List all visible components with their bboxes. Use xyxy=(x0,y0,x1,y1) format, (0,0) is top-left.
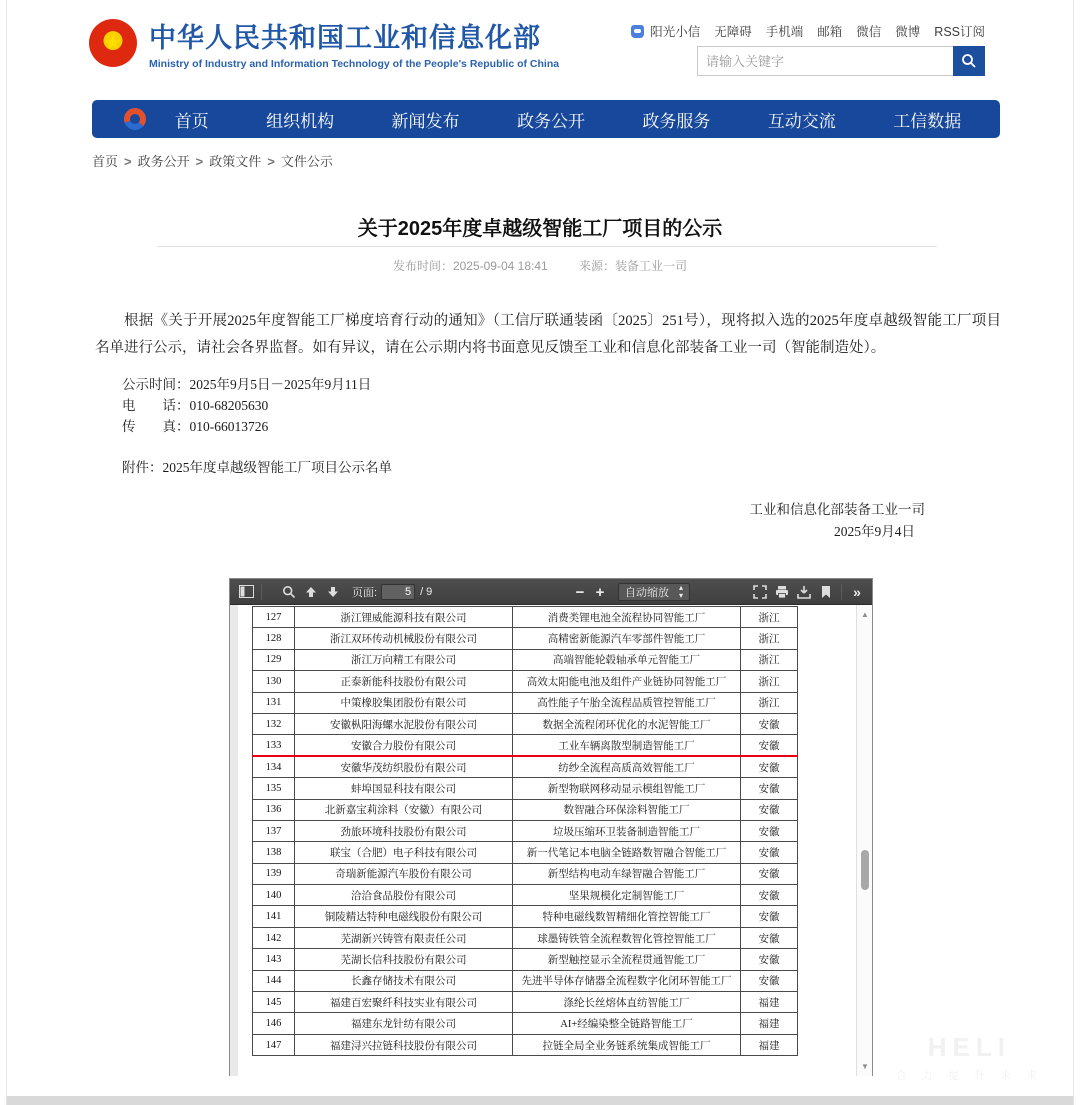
cell-company: 北新嘉宝莉涂料（安徽）有限公司 xyxy=(295,799,513,820)
page-title: 关于2025年度卓越级智能工厂项目的公示 xyxy=(357,218,723,240)
breadcrumb-item-4[interactable]: 文件公示 xyxy=(280,154,333,169)
cell-project: 垃圾压缩环卫装备制造智能工厂 xyxy=(513,820,741,841)
miit-logo-icon xyxy=(124,108,146,130)
cell-project: 新型结构电动车绿智融合智能工厂 xyxy=(513,863,741,884)
cell-project: 高效太阳能电池及组件产业链协同智能工厂 xyxy=(513,671,741,692)
site-footer-band xyxy=(7,1096,1073,1105)
top-link-6[interactable]: 微博 xyxy=(895,25,921,39)
table-row xyxy=(253,735,798,756)
cell-index: 142 xyxy=(253,927,295,948)
table-row xyxy=(253,842,798,863)
cell-province: 浙江 xyxy=(741,649,798,670)
sidebar-toggle-button[interactable] xyxy=(235,582,257,602)
cell-company: 安徽枞阳海螺水泥股份有限公司 xyxy=(295,713,513,734)
cell-province: 福建 xyxy=(741,1034,798,1055)
find-button[interactable] xyxy=(278,582,300,602)
presentation-mode-button[interactable] xyxy=(749,582,771,602)
cell-project: 拉链全局全业务链系统集成智能工厂 xyxy=(513,1034,741,1055)
top-link-4[interactable]: 邮箱 xyxy=(817,25,843,39)
cell-province: 浙江 xyxy=(741,671,798,692)
cell-province: 安徽 xyxy=(741,906,798,927)
cell-project: 新型触控显示全流程贯通智能工厂 xyxy=(513,949,741,970)
cell-company: 洽洽食品股份有限公司 xyxy=(295,885,513,906)
breadcrumb-item-1[interactable]: 首页 xyxy=(92,154,119,169)
nav-item-7[interactable]: 工信数据 xyxy=(893,111,962,131)
publish-time: 发布时间：2025-09-04 18:41 xyxy=(392,259,548,273)
zoom-out-button[interactable]: − xyxy=(575,583,585,601)
print-icon xyxy=(775,585,789,599)
breadcrumb-separator: > xyxy=(195,154,204,169)
header-top-links xyxy=(631,22,985,40)
cell-company: 浙江双环传动机械股份有限公司 xyxy=(295,628,513,649)
cell-index: 127 xyxy=(253,607,295,628)
watermark-slogan: 合 力 提 升 未 来 xyxy=(895,1070,1043,1082)
nav-item-5[interactable]: 政务服务 xyxy=(642,111,711,131)
table-row xyxy=(253,713,798,734)
cell-index: 141 xyxy=(253,906,295,927)
cell-company: 奇瑞新能源汽车股份有限公司 xyxy=(295,863,513,884)
article-info-line-3: 传 真：010-66013726 xyxy=(122,419,269,434)
download-button[interactable] xyxy=(793,582,815,602)
cell-company: 福建浔兴拉链科技股份有限公司 xyxy=(295,1034,513,1055)
article-paragraph: 根据《关于开展2025年度智能工厂梯度培育行动的通知》（工信厅联通装函〔2025〕251号），现将拟入选的2025年度卓越级智能工厂项目名单进行公示，请社会各界监督。如有异议，请在公示期内将书面意见反馈至工业和信息化部装备工业一司（智能制造处）。 xyxy=(95,313,1001,356)
article-source: 来源：装备工业一司 xyxy=(579,259,688,273)
site-title: 中华人民共和国工业和信息化部 xyxy=(149,23,541,53)
cell-province: 福建 xyxy=(741,992,798,1013)
scrollbar-thumb[interactable] xyxy=(861,850,869,890)
table-row xyxy=(253,628,798,649)
table-row xyxy=(253,756,798,777)
table-row xyxy=(253,671,798,692)
top-link-7[interactable]: RSS订阅 xyxy=(934,25,985,39)
attachment-line: 附件：2025年度卓越级智能工厂项目公示名单 xyxy=(122,460,392,475)
cell-project: 球墨铸铁管全流程数智化管控智能工厂 xyxy=(513,927,741,948)
nav-item-4[interactable]: 政务公开 xyxy=(516,111,585,131)
cell-project: 工业车辆离散型制造智能工厂 xyxy=(513,735,741,756)
table-row xyxy=(253,799,798,820)
table-row xyxy=(253,1034,798,1055)
bookmark-icon xyxy=(820,585,832,599)
cell-index: 133 xyxy=(253,735,295,756)
table-row xyxy=(253,778,798,799)
cell-company: 福建东龙针纺有限公司 xyxy=(295,1013,513,1034)
cell-index: 136 xyxy=(253,799,295,820)
cell-company: 中策橡胶集团股份有限公司 xyxy=(295,692,513,713)
table-row xyxy=(253,906,798,927)
top-link-3[interactable]: 手机端 xyxy=(765,25,804,39)
cell-project: 数据全流程闭环优化的水泥智能工厂 xyxy=(513,713,741,734)
arrow-down-icon xyxy=(327,586,339,598)
top-link-5[interactable]: 微信 xyxy=(856,25,882,39)
cell-index: 132 xyxy=(253,713,295,734)
cell-company: 长鑫存储技术有限公司 xyxy=(295,970,513,991)
cell-province: 福建 xyxy=(741,1013,798,1034)
top-link-1[interactable]: 阳光小信 xyxy=(650,25,701,39)
page-number-input[interactable] xyxy=(381,584,415,600)
table-row xyxy=(253,970,798,991)
cell-province: 安徽 xyxy=(741,863,798,884)
cell-province: 安徽 xyxy=(741,799,798,820)
cell-project: 涤纶长丝熔体直纺智能工厂 xyxy=(513,992,741,1013)
download-icon xyxy=(797,585,811,599)
nav-item-6[interactable]: 互动交流 xyxy=(767,111,836,131)
cell-index: 145 xyxy=(253,992,295,1013)
cell-project: 高端智能轮毂轴承单元智能工厂 xyxy=(513,649,741,670)
cell-company: 安徽华茂纺织股份有限公司 xyxy=(295,756,513,777)
national-emblem-icon xyxy=(89,19,137,67)
table-row xyxy=(253,692,798,713)
pdf-toolbar xyxy=(230,579,872,605)
heli-watermark xyxy=(896,1032,1043,1083)
next-page-button[interactable] xyxy=(322,582,344,602)
page-root xyxy=(6,0,1074,1105)
cell-project: 纺纱全流程高质高效智能工厂 xyxy=(513,756,741,777)
bookmark-button[interactable] xyxy=(815,582,837,602)
print-button[interactable] xyxy=(771,582,793,602)
site-brand xyxy=(89,16,559,70)
cell-province: 安徽 xyxy=(741,949,798,970)
site-subtitle: Ministry of Industry and Information Technology of the People's Republic of China xyxy=(149,58,560,70)
presentation-mode-icon xyxy=(753,585,767,599)
search-button[interactable] xyxy=(953,46,985,76)
cell-index: 135 xyxy=(253,778,295,799)
previous-page-button[interactable] xyxy=(300,582,322,602)
pdf-scrollbar[interactable] xyxy=(856,605,872,1076)
cell-province: 安徽 xyxy=(741,842,798,863)
cell-index: 139 xyxy=(253,863,295,884)
cell-province: 安徽 xyxy=(741,735,798,756)
main-nav xyxy=(92,100,1000,138)
nav-item-1[interactable]: 首页 xyxy=(174,111,209,131)
cell-province: 安徽 xyxy=(741,756,798,777)
cell-company: 蚌埠国显科技有限公司 xyxy=(295,778,513,799)
table-row xyxy=(253,649,798,670)
cell-index: 137 xyxy=(253,820,295,841)
table-row xyxy=(253,607,798,628)
article-info-line-2: 电 话：010-68205630 xyxy=(122,398,269,413)
breadcrumb-item-2[interactable]: 政务公开 xyxy=(137,154,190,169)
table-row xyxy=(253,863,798,884)
emblem-star-icon: ★ xyxy=(104,32,122,54)
cell-project: 新型物联网移动显示模组智能工厂 xyxy=(513,778,741,799)
page-total: / 9 xyxy=(420,585,433,598)
table-row xyxy=(253,992,798,1013)
cell-index: 129 xyxy=(253,649,295,670)
cell-province: 浙江 xyxy=(741,607,798,628)
breadcrumb-separator: > xyxy=(267,154,275,169)
cell-project: AI+经编染整全链路智能工厂 xyxy=(513,1013,741,1034)
cell-project: 坚果规模化定制智能工厂 xyxy=(513,885,741,906)
page-label: 页面: xyxy=(352,586,378,599)
pdf-page xyxy=(238,605,856,1076)
zoom-select[interactable] xyxy=(618,583,690,601)
cell-index: 140 xyxy=(253,885,295,906)
nav-item-3[interactable]: 新闻发布 xyxy=(391,111,460,131)
cell-province: 安徽 xyxy=(741,820,798,841)
nav-item-2[interactable]: 组织机构 xyxy=(266,111,335,131)
cell-index: 144 xyxy=(253,970,295,991)
search-icon xyxy=(961,53,977,69)
cell-project: 特种电磁线数智精细化管控智能工厂 xyxy=(513,906,741,927)
top-link-2[interactable]: 无障碍 xyxy=(714,25,752,39)
cell-company: 浙江锂威能源科技有限公司 xyxy=(295,607,513,628)
article-info-line-1: 公示时间：2025年9月5日－2025年9月11日 xyxy=(122,377,372,392)
zoom-select-value: 自动缩放 xyxy=(625,587,669,599)
cell-company: 芜湖长信科技股份有限公司 xyxy=(295,949,513,970)
zoom-in-button[interactable]: + xyxy=(595,583,605,601)
cell-project: 高性能子午胎全流程品质管控智能工厂 xyxy=(513,692,741,713)
cell-project: 新一代笔记本电脑全链路数智融合智能工厂 xyxy=(513,842,741,863)
pdf-left-gutter xyxy=(230,605,238,1076)
cell-project: 先进半导体存储器全流程数字化闭环智能工厂 xyxy=(513,970,741,991)
cell-province: 安徽 xyxy=(741,970,798,991)
cell-company: 劲旅环境科技股份有限公司 xyxy=(295,820,513,841)
zoom-caret-icon: ▴ ▾ xyxy=(679,583,684,600)
pdf-viewer xyxy=(229,578,873,1076)
cell-province: 安徽 xyxy=(741,778,798,799)
cell-province: 安徽 xyxy=(741,885,798,906)
table-row xyxy=(253,885,798,906)
toolbar-divider xyxy=(261,584,262,600)
factory-table xyxy=(252,606,798,1056)
search-input[interactable] xyxy=(697,46,953,76)
arrow-up-icon xyxy=(305,586,317,598)
cell-index: 134 xyxy=(253,756,295,777)
find-icon xyxy=(282,585,296,599)
article-info-lines xyxy=(95,374,371,437)
cell-company: 福建百宏聚纤科技实业有限公司 xyxy=(295,992,513,1013)
cell-province: 安徽 xyxy=(741,713,798,734)
table-row xyxy=(253,1013,798,1034)
signature-department: 工业和信息化部装备工业一司 xyxy=(749,502,925,517)
cell-index: 138 xyxy=(253,842,295,863)
scroll-up-icon[interactable]: ▲ xyxy=(861,610,869,619)
cell-province: 浙江 xyxy=(741,692,798,713)
cell-province: 浙江 xyxy=(741,628,798,649)
cell-index: 131 xyxy=(253,692,295,713)
cell-company: 铜陵精达特种电磁线股份有限公司 xyxy=(295,906,513,927)
breadcrumb-separator: > xyxy=(124,154,132,169)
cell-index: 146 xyxy=(253,1013,295,1034)
cell-project: 高精密新能源汽车零部件智能工厂 xyxy=(513,628,741,649)
cell-project: 消费类锂电池全流程协同智能工厂 xyxy=(513,607,741,628)
watermark-logo-text: HELI xyxy=(927,1032,1011,1062)
cell-company: 浙江万向精工有限公司 xyxy=(295,649,513,670)
pdf-content-area xyxy=(230,605,872,1076)
breadcrumb xyxy=(92,151,333,170)
cell-index: 128 xyxy=(253,628,295,649)
cell-index: 143 xyxy=(253,949,295,970)
cell-index: 130 xyxy=(253,671,295,692)
search-box xyxy=(697,46,985,76)
signature-date: 2025年9月4日 xyxy=(834,524,915,539)
breadcrumb-item-3[interactable]: 政策文件 xyxy=(209,154,262,169)
title-divider xyxy=(157,246,937,247)
chatbot-icon[interactable] xyxy=(631,25,644,38)
scroll-down-icon[interactable]: ▼ xyxy=(861,1062,869,1071)
table-row xyxy=(253,949,798,970)
cell-index: 147 xyxy=(253,1034,295,1055)
toolbar-divider xyxy=(841,584,842,600)
cell-province: 安徽 xyxy=(741,927,798,948)
article-meta xyxy=(7,257,1073,274)
cell-company: 安徽合力股份有限公司 xyxy=(295,735,513,756)
table-row xyxy=(253,820,798,841)
cell-company: 芜湖新兴铸管有限责任公司 xyxy=(295,927,513,948)
sidebar-toggle-icon xyxy=(239,585,254,598)
cell-company: 正泰新能科技股份有限公司 xyxy=(295,671,513,692)
more-tools-button[interactable]: » xyxy=(853,584,861,600)
cell-project: 数智融合环保涂料智能工厂 xyxy=(513,799,741,820)
cell-company: 联宝（合肥）电子科技有限公司 xyxy=(295,842,513,863)
table-row xyxy=(253,927,798,948)
